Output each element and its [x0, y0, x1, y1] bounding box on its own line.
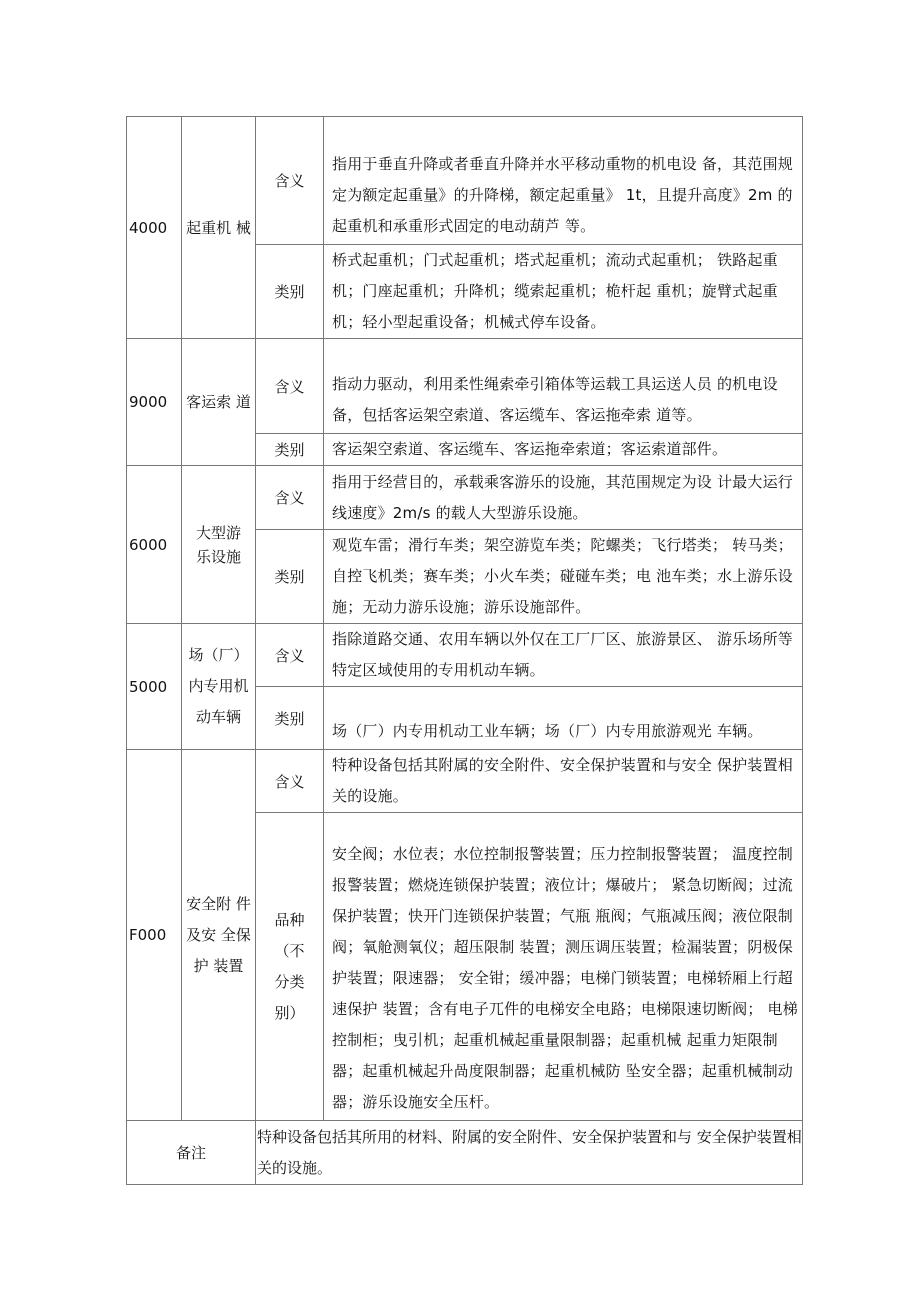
table-row: [127, 117, 803, 245]
table-row: [127, 750, 803, 813]
row-description: 特种设备包括其附属的安全附件、安全保护装置和与安全 保护装置相关的设施。: [324, 750, 803, 813]
row-description: 客运架空索道、客运缆车、客运拖牵索道；客运索道部件。: [324, 434, 803, 466]
equipment-name: 大型游乐设施: [182, 466, 256, 624]
row-type-label: 类别: [256, 530, 324, 624]
note-label: 备注: [127, 1121, 256, 1185]
row-type-label: 含义: [256, 750, 324, 813]
equipment-code: 6000: [127, 466, 182, 624]
table-row: [127, 466, 803, 530]
equipment-spec-table: [126, 116, 803, 1185]
equipment-code: 9000: [127, 339, 182, 466]
row-description: 观览车雷；滑行车类；架空游览车类；陀螺类；飞行塔类； 转马类；自控飞机类；赛车类；小火车类；碰碰车类；电 池车类；水上游乐设施；无动力游乐设施；游乐设施部件。: [324, 530, 803, 624]
note-text: 特种设备包括其所用的材料、附属的安全附件、安全保护装置和与 安全保护装置相关的设施。: [256, 1121, 803, 1185]
row-description: 指动力驱动，利用柔性绳索牵引箱体等运载工具运送人员 的机电设备，包括客运架空索道、客运缆车、客运拖牵索 道等。: [324, 339, 803, 434]
row-type-label: 含义: [256, 624, 324, 687]
row-type-label: 类别: [256, 434, 324, 466]
row-description: 指用于经营目的，承载乘客游乐的设施，其范围规定为设 计最大运行线速度》2m/s 的载人大型游乐设施。: [324, 466, 803, 530]
equipment-code: 4000: [127, 117, 182, 339]
equipment-name: 客运索 道: [182, 339, 256, 466]
row-type-label: 类别: [256, 687, 324, 750]
row-type-label: 含义: [256, 466, 324, 530]
row-description: 场（厂）内专用机动工业车辆；场（厂）内专用旅游观光 车辆。: [324, 687, 803, 750]
row-type-label: 含义: [256, 339, 324, 434]
equipment-code: F000: [127, 750, 182, 1121]
table-row: [127, 339, 803, 434]
row-description: 指除道路交通、农用车辆以外仅在工厂厂区、旅游景区、 游乐场所等特定区域使用的专用机动车辆。: [324, 624, 803, 687]
table-row: [127, 624, 803, 687]
row-type-label: 含义: [256, 117, 324, 245]
equipment-name: 安全附 件及安 全保护 装置: [182, 750, 256, 1121]
note-row: [127, 1121, 803, 1185]
equipment-name: 场（厂）内专用机动车辆: [182, 624, 256, 750]
equipment-code: 5000: [127, 624, 182, 750]
row-type-label: 类别: [256, 245, 324, 339]
row-description: 安全阀；水位表；水位控制报警装置；压力控制报警装置； 温度控制报警装置；燃烧连锁保护装置；液位计；爆破片； 紧急切断阀；过流保护装置；快开门连锁保护装置；气瓶 瓶阀；气瓶减压阀；液位限制阀；氧舱测氧仪；超压限制 装置；测压调压装置；检漏装置；阴极保护装置；限速器； 安全钳；缓冲器；电梯门锁装置；电梯轿厢上行超速保护 装置；含有电子兀件的电梯安全电路；电梯限速切断阀； 电梯控制柜；曳引机；起重机械起重量限制器；起重机械 起重力矩限制器；起重机械起升咼度限制器；起重机械防 坠安全器；起重机械制动器；游乐设施安全压杆。: [324, 813, 803, 1121]
row-description: 桥式起重机；门式起重机；塔式起重机；流动式起重机； 铁路起重机；门座起重机；升降机；缆索起重机；桅杆起 重机；旋臂式起重机；轻小型起重设备；机械式停车设备。: [324, 245, 803, 339]
row-description: 指用于垂直升降或者垂直升降并水平移动重物的机电设 备，其范围规定为额定起重量》的升降梯，额定起重量》 1t，且提升高度》2m 的起重机和承重形式固定的电动葫芦 等。: [324, 117, 803, 245]
row-type-label: 品种（不分类别）: [256, 813, 324, 1121]
equipment-name: 起重机 械: [182, 117, 256, 339]
